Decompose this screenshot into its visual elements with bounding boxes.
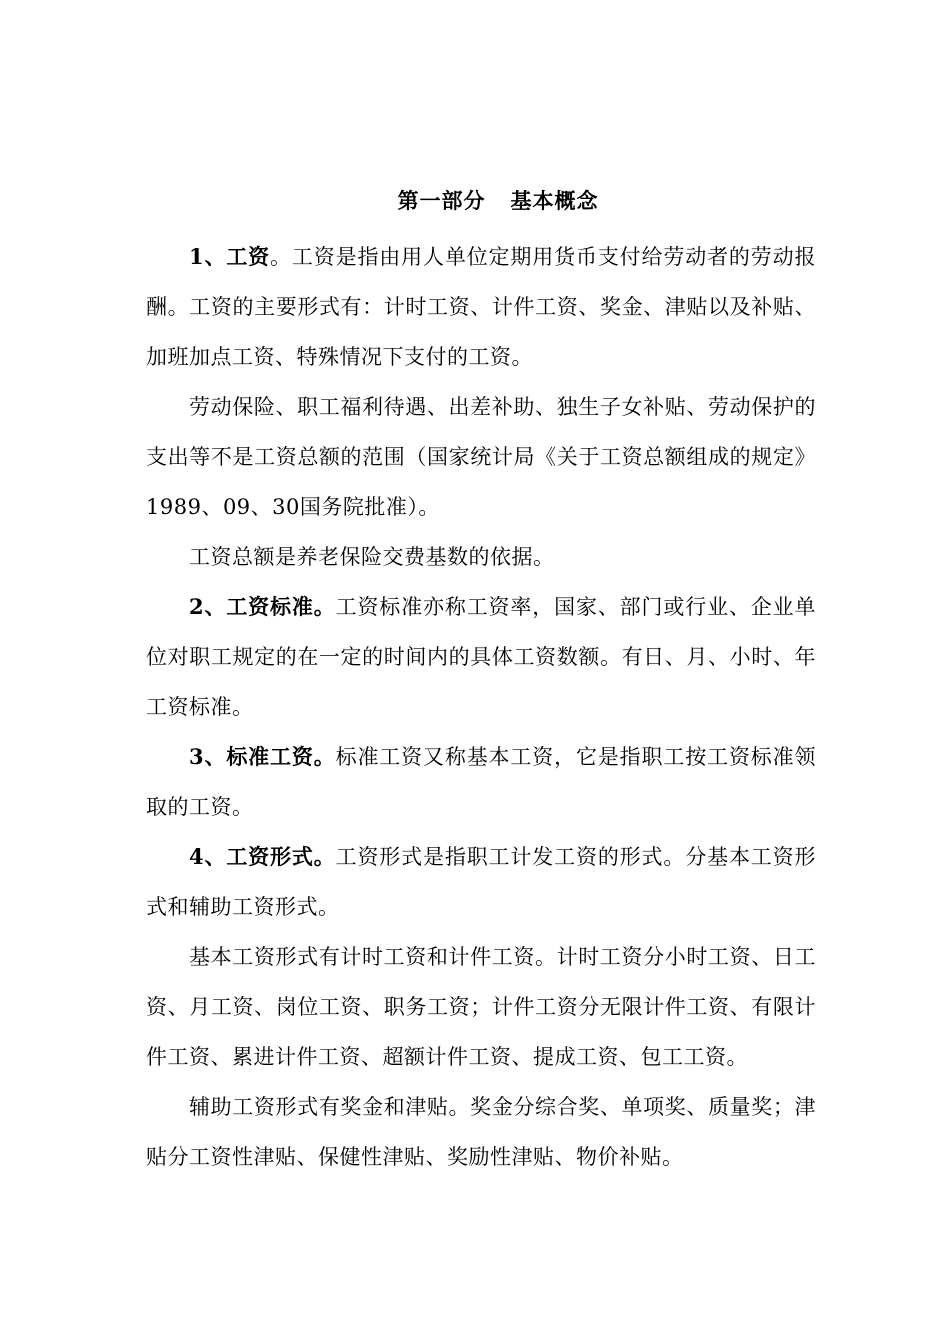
paragraph-text: 工资总额是养老保险交费基数的依据。: [189, 545, 555, 569]
term-wage: 1、工资: [189, 244, 271, 269]
term-wage-standard: 2、工资标准。: [189, 594, 336, 619]
paragraph-text: 标准工资又称基本工资，它是指职工按工资标准领取的工资。: [146, 745, 816, 819]
paragraph-wage-exclusions: [146, 382, 816, 532]
document-body: [146, 232, 816, 1182]
term-standard-wage: 3、标准工资。: [189, 744, 336, 769]
paragraph-wage: [146, 232, 816, 382]
term-wage-form: 4、工资形式。: [189, 844, 336, 869]
paragraph-text: 劳动保险、职工福利待遇、出差补助、独生子女补贴、劳动保护的支出等不是工资总额的范围（国家统计局《关于工资总额组成的规定》1989、09、30国务院批准）。: [146, 395, 816, 519]
paragraph-text: 工资形式是指职工计发工资的形式。分基本工资形式和辅助工资形式。: [146, 845, 816, 919]
paragraph-wage-form: [146, 832, 816, 932]
paragraph-standard-wage: [146, 732, 816, 832]
paragraph-wage-total-basis: [146, 532, 816, 582]
paragraph-text: 。工资是指由用人单位定期用货币支付给劳动者的劳动报酬。工资的主要形式有：计时工资、计件工资、奖金、津贴以及补贴、加班加点工资、特殊情况下支付的工资。: [146, 245, 816, 369]
paragraph-text: 辅助工资形式有奖金和津贴。奖金分综合奖、单项奖、质量奖；津贴分工资性津贴、保健性津贴、奖励性津贴、物价补贴。: [146, 1095, 816, 1169]
paragraph-auxiliary-wage-forms: [146, 1082, 816, 1182]
page-title: 第一部分 基本概念: [397, 188, 599, 213]
paragraph-wage-standard: [146, 582, 816, 732]
paragraph-text: 工资标准亦称工资率，国家、部门或行业、企业单位对职工规定的在一定的时间内的具体工资数额。有日、月、小时、年工资标准。: [146, 595, 816, 719]
paragraph-basic-wage-forms: [146, 932, 816, 1082]
paragraph-text: 基本工资形式有计时工资和计件工资。计时工资分小时工资、日工资、月工资、岗位工资、职务工资；计件工资分无限计件工资、有限计件工资、累进计件工资、超额计件工资、提成工资、包工工资。: [146, 945, 816, 1069]
